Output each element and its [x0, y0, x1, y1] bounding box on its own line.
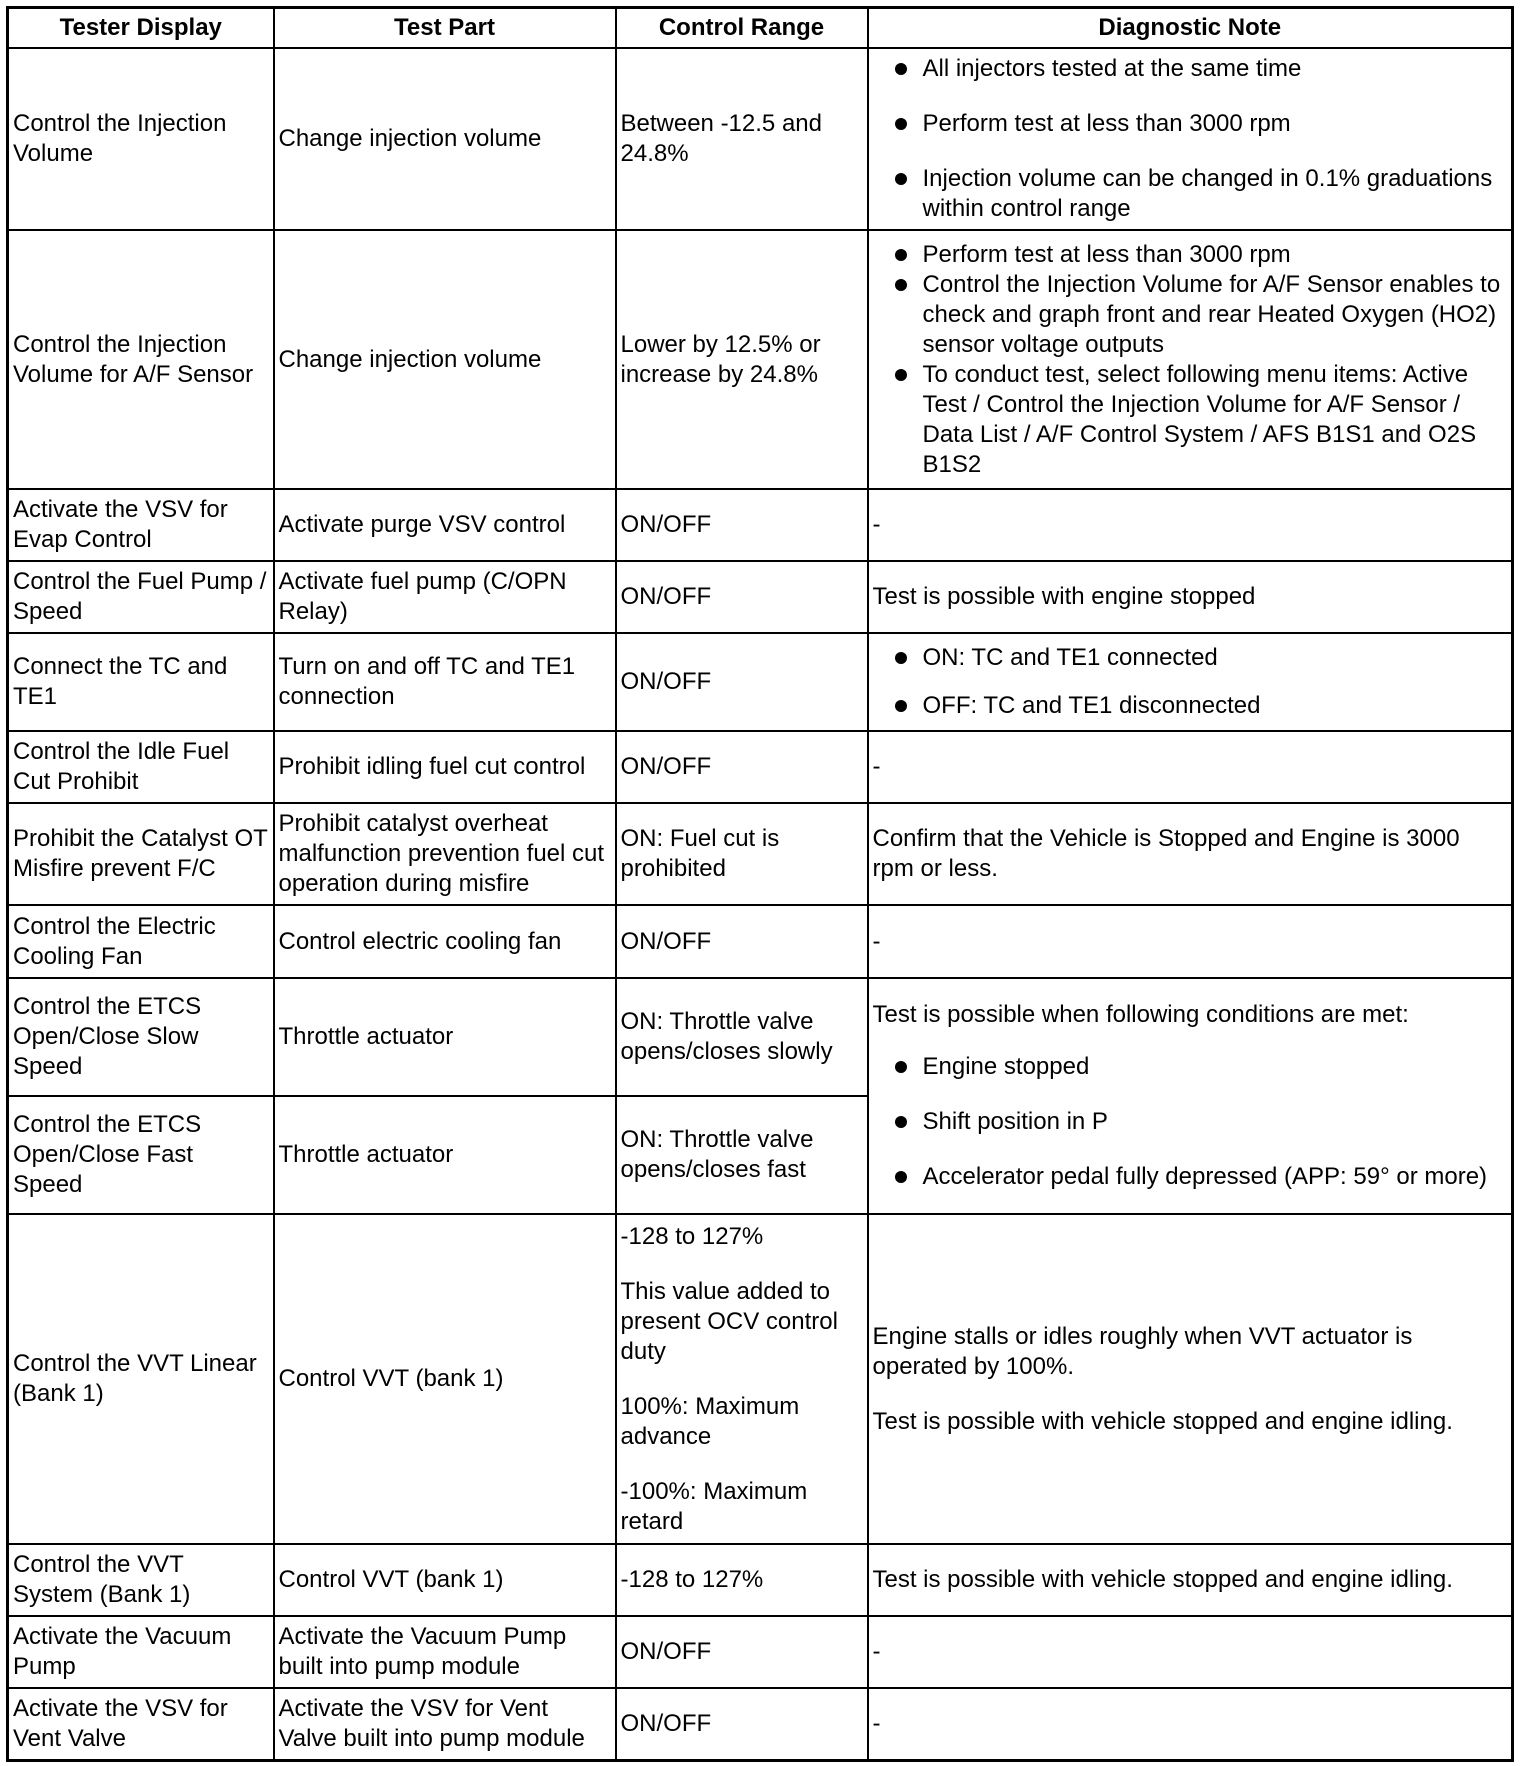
control-range-text: -100%: Maximum retard	[620, 1477, 808, 1535]
note-paragraph: Engine stalls or idles roughly when VVT actuator is operated by 100%.	[872, 1322, 1413, 1380]
control-range-text: ON: Throttle valve opens/closes slowly	[620, 1008, 833, 1065]
table-row	[8, 230, 1513, 489]
note-paragraph: Test is possible with vehicle stopped and engine idling.	[872, 1407, 1453, 1435]
diagnostic-note-cell: -	[868, 489, 1513, 561]
test-part-cell: Activate purge VSV control	[274, 489, 616, 561]
table-row	[8, 633, 1513, 731]
diagnostic-note-cell: -	[868, 731, 1513, 803]
test-part-cell: Prohibit catalyst overheat malfunction prevention fuel cut operation during misfire	[274, 803, 616, 905]
test-part-cell: Activate the Vacuum Pump built into pump module	[274, 1616, 616, 1688]
control-range-cell	[616, 1688, 868, 1760]
test-part-cell: Control VVT (bank 1)	[274, 1214, 616, 1544]
table-row	[8, 905, 1513, 978]
test-part-cell: Prohibit idling fuel cut control	[274, 731, 616, 803]
test-part-cell: Throttle actuator	[274, 978, 616, 1096]
tester-display-cell: Connect the TC and TE1	[8, 633, 274, 731]
diagnostic-note-cell: -	[868, 1616, 1513, 1688]
tester-display-cell: Activate the VSV for Vent Valve	[8, 1688, 274, 1760]
tester-display-cell: Activate the VSV for Evap Control	[8, 489, 274, 561]
note-bullets	[873, 643, 1508, 721]
diagnostic-note-cell: Confirm that the Vehicle is Stopped and Engine is 3000 rpm or less.	[868, 803, 1513, 905]
diagnostic-note-cell	[868, 48, 1513, 230]
control-range-text: This value added to present OCV control duty	[620, 1277, 838, 1365]
diagnostic-note-cell: Test is possible with vehicle stopped and engine idling.	[868, 1544, 1513, 1616]
header-tester-display: Tester Display	[8, 8, 274, 49]
active-test-table	[6, 6, 1514, 1762]
table-row	[8, 1616, 1513, 1688]
control-range-text: ON/OFF	[620, 511, 712, 538]
test-part-cell: Change injection volume	[274, 48, 616, 230]
table-row	[8, 489, 1513, 561]
control-range-cell	[616, 1096, 868, 1214]
control-range-text: ON/OFF	[620, 583, 712, 610]
test-part-cell: Throttle actuator	[274, 1096, 616, 1214]
diagnostic-note-cell: -	[868, 905, 1513, 978]
note-bullets	[873, 1052, 1508, 1192]
control-range-cell	[616, 978, 868, 1096]
diagnostic-note-cell: -	[868, 1688, 1513, 1760]
note-bullet: To conduct test, select following menu items: Active Test / Control the Injection Volume for A/F Sensor / Data List / A/F Control System / AFS B1S1 and O2S B1S2	[873, 360, 1508, 480]
test-part-cell: Turn on and off TC and TE1 connection	[274, 633, 616, 731]
table-row	[8, 561, 1513, 633]
control-range-text: ON/OFF	[620, 927, 712, 955]
control-range-cell	[616, 803, 868, 905]
control-range-text: Lower by 12.5% or increase by 24.8%	[620, 330, 821, 388]
control-range-text: ON/OFF	[620, 1709, 712, 1737]
tester-display-cell: Activate the Vacuum Pump	[8, 1616, 274, 1688]
diagnostic-note-cell	[868, 230, 1513, 489]
control-range-cell	[616, 489, 868, 561]
note-bullet: Accelerator pedal fully depressed (APP: 59° or more)	[873, 1162, 1508, 1192]
note-bullet: Control the Injection Volume for A/F Sensor enables to check and graph front and rear Heated Oxygen (HO2) sensor voltage outputs	[873, 270, 1508, 360]
table-row	[8, 1688, 1513, 1760]
control-range-text: 100%: Maximum advance	[620, 1392, 800, 1450]
note-bullets	[873, 240, 1508, 480]
control-range-text: ON/OFF	[620, 1638, 712, 1665]
header-control-range: Control Range	[616, 8, 868, 49]
diagnostic-note-cell	[868, 1214, 1513, 1544]
tester-display-cell: Control the Electric Cooling Fan	[8, 905, 274, 978]
table-row	[8, 731, 1513, 803]
control-range-cell	[616, 1616, 868, 1688]
tester-display-cell: Control the Injection Volume	[8, 48, 274, 230]
diagnostic-note-cell	[868, 633, 1513, 731]
control-range-cell	[616, 230, 868, 489]
header-row	[8, 8, 1513, 49]
note-intro: Test is possible when following conditions are met:	[872, 1001, 1409, 1028]
control-range-text: ON/OFF	[620, 753, 712, 780]
tester-display-cell: Control the Idle Fuel Cut Prohibit	[8, 731, 274, 803]
diagnostic-note-cell	[868, 978, 1513, 1214]
control-range-cell	[616, 905, 868, 978]
tester-display-cell: Control the ETCS Open/Close Slow Speed	[8, 978, 274, 1096]
test-part-cell: Control VVT (bank 1)	[274, 1544, 616, 1616]
control-range-text: -128 to 127%	[620, 1222, 764, 1250]
control-range-cell	[616, 1214, 868, 1544]
diagnostic-note-cell: Test is possible with engine stopped	[868, 561, 1513, 633]
tester-display-cell: Prohibit the Catalyst OT Misfire prevent F/C	[8, 803, 274, 905]
note-bullet: Engine stopped	[873, 1052, 1508, 1082]
control-range-cell	[616, 48, 868, 230]
table-row	[8, 1544, 1513, 1616]
control-range-text: ON: Fuel cut is prohibited	[620, 825, 780, 882]
test-part-cell: Control electric cooling fan	[274, 905, 616, 978]
control-range-cell	[616, 1544, 868, 1616]
control-range-text: ON: Throttle valve opens/closes fast	[620, 1126, 814, 1183]
note-bullet: Perform test at less than 3000 rpm	[873, 109, 1508, 139]
note-bullet: Injection volume can be changed in 0.1% graduations within control range	[873, 164, 1508, 224]
control-range-text: Between -12.5 and 24.8%	[620, 110, 822, 167]
note-bullet: ON: TC and TE1 connected	[873, 643, 1508, 673]
test-part-cell: Activate the VSV for Vent Valve built into pump module	[274, 1688, 616, 1760]
note-bullet: All injectors tested at the same time	[873, 54, 1508, 84]
table-row	[8, 1214, 1513, 1544]
control-range-cell	[616, 731, 868, 803]
note-bullet: Perform test at less than 3000 rpm	[873, 240, 1508, 270]
control-range-cell	[616, 633, 868, 731]
note-bullets	[873, 54, 1508, 224]
control-range-text: -128 to 127%	[620, 1566, 764, 1593]
table-row	[8, 978, 1513, 1096]
note-bullet: OFF: TC and TE1 disconnected	[873, 691, 1508, 721]
table-row	[8, 803, 1513, 905]
header-diagnostic-note: Diagnostic Note	[868, 8, 1513, 49]
header-test-part: Test Part	[274, 8, 616, 49]
tester-display-cell: Control the Fuel Pump / Speed	[8, 561, 274, 633]
note-bullet: Shift position in P	[873, 1107, 1508, 1137]
table-row	[8, 48, 1513, 230]
control-range-text: ON/OFF	[620, 668, 712, 695]
control-range-cell	[616, 561, 868, 633]
tester-display-cell: Control the ETCS Open/Close Fast Speed	[8, 1096, 274, 1214]
test-part-cell: Activate fuel pump (C/OPN Relay)	[274, 561, 616, 633]
test-part-cell: Change injection volume	[274, 230, 616, 489]
tester-display-cell: Control the VVT Linear (Bank 1)	[8, 1214, 274, 1544]
tester-display-cell: Control the VVT System (Bank 1)	[8, 1544, 274, 1616]
tester-display-cell: Control the Injection Volume for A/F Sensor	[8, 230, 274, 489]
